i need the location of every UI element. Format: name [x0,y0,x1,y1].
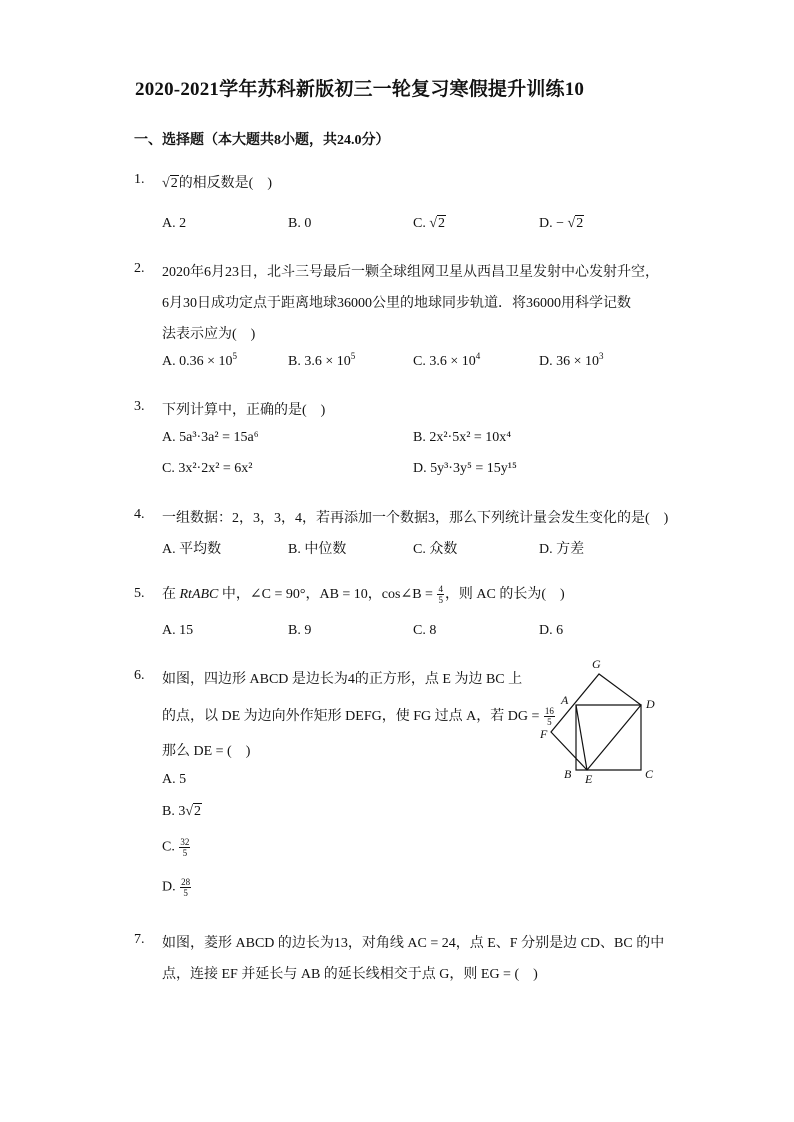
q4-option-c[interactable]: C. 众数 [413,542,458,557]
q4-option-a[interactable]: A. 平均数 [162,542,222,557]
fraction: $\frac{16}{5}$ [544,706,554,728]
square-rectangle-figure [540,654,670,789]
q1-option-c[interactable]: C. √2 [413,216,446,231]
q1-option-d[interactable]: D. − √2 [539,216,584,231]
q6-stem-line3: 那么 DE = ( ) [162,744,251,759]
q7-number: 7. [134,932,145,947]
rectangle-defg [551,674,641,770]
q6-number: 6. [134,668,145,683]
q2-option-a[interactable]: A. $0.36 \times 10^5$ [162,351,238,369]
label-d: D [646,697,655,711]
label-c: C [645,767,654,781]
q6-option-c[interactable]: C. $\frac{32}{5}$ [162,837,190,858]
label-g: G [592,657,601,671]
q6-option-d[interactable]: D. $\frac{28}{5}$ [162,877,191,898]
q3-option-d[interactable]: D. 5y³·3y⁵ = 15y¹⁵ [413,461,517,476]
q6-option-a[interactable]: A. 5 [162,772,187,787]
q1-stem: √2的相反数是( ) [162,176,273,191]
q6-stem-line1: 如图，四边形 ABCD 是边长为4的正方形，点 E 为边 BC 上 [162,672,523,687]
q5-option-a[interactable]: A. 15 [162,623,194,638]
q1-option-b[interactable]: B. 0 [288,216,312,231]
q2-stem-line1: 2020年6月23日，北斗三号最后一颗全球组网卫星从西昌卫星发射中心发射升空， [162,265,659,280]
q7-stem-line2: 点，连接 EF 并延长与 AB 的延长线相交于点 G，则 EG = ( ) [162,967,538,982]
q2-option-c[interactable]: C. $3.6 \times 10^4$ [413,351,481,369]
section-header: 一、选择题（本大题共8小题，共24.0分） [134,133,390,148]
q5-number: 5. [134,586,145,601]
q3-option-c[interactable]: C. 3x²·2x² = 6x² [162,461,253,476]
q6-stem-line2: 的点，以 DE 为边向外作矩形 DEFG，使 FG 过点 A，若 DG = $\frac{16}{5}$ [162,706,554,728]
q4-option-b[interactable]: B. 中位数 [288,542,347,557]
q2-option-d[interactable]: D. $36 \times 10^3$ [539,351,604,369]
q1-option-a[interactable]: A. 2 [162,216,187,231]
q3-stem: 下列计算中，正确的是( ) [162,403,326,418]
q3-number: 3. [134,399,145,414]
label-b: B [564,767,572,781]
q3-option-a[interactable]: A. 5a³·3a² = 15a⁶ [162,430,259,445]
q7-stem-line1: 如图，菱形 ABCD 的边长为13，对角线 AC = 24，点 E、F 分别是边 CD、BC 的中 [162,936,665,951]
q4-number: 4. [134,507,145,522]
label-a: A [561,693,569,707]
q5-option-c[interactable]: C. 8 [413,623,437,638]
q4-option-d[interactable]: D. 方差 [539,542,585,557]
label-e: E [585,772,593,786]
q5-stem: 在 RtABC 中，∠C = 90°，AB = 10，cos∠B = $\frac{4}{5}$ ，则 AC 的长为( ) [162,584,565,606]
q2-stem-line2: 6月30日成功定点于距离地球36000公里的地球同步轨道．将36000用科学记数 [162,296,631,311]
q6-option-b[interactable]: B. 3√2 [162,804,202,819]
q1-number: 1. [134,172,145,187]
q5-option-b[interactable]: B. 9 [288,623,312,638]
q2-stem-line3: 法表示应为( ) [162,327,256,342]
page-title: 2020-2021学年苏科新版初三一轮复习寒假提升训练10 [135,79,585,100]
fraction: $\frac{4}{5}$ [438,584,443,606]
q2-option-b[interactable]: B. $3.6 \times 10^5$ [288,351,356,369]
label-f: F [540,727,548,741]
sqrt-symbol: √2 [162,176,178,191]
q5-option-d[interactable]: D. 6 [539,623,564,638]
q2-number: 2. [134,261,145,276]
q3-option-b[interactable]: B. 2x²·5x² = 10x⁴ [413,430,512,445]
q4-stem: 一组数据：2，3，3，4，若再添加一个数据3，那么下列统计量会发生变化的是( ) [162,511,669,526]
